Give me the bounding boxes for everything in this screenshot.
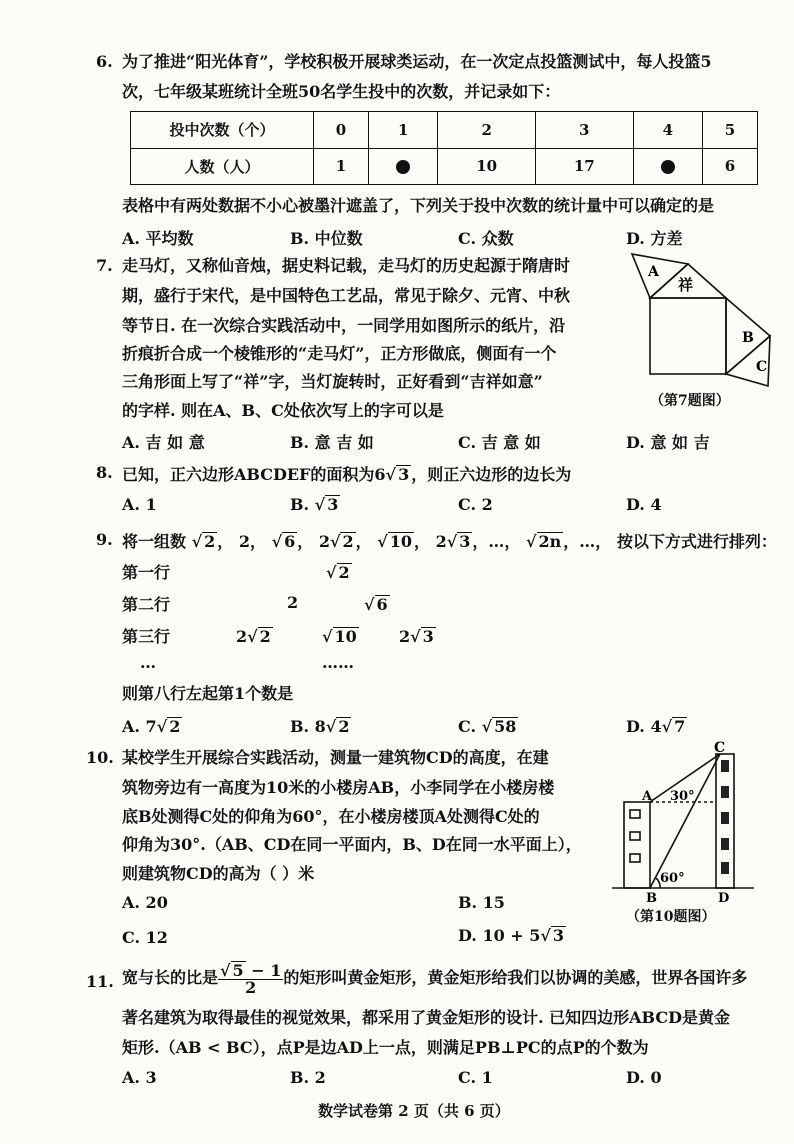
q7-option-a[interactable]: A. 吉 如 意 [122, 433, 205, 452]
q10-option-d[interactable]: D. 10 + 5√ 3 [458, 926, 565, 945]
q8-option-d[interactable]: D. 4 [626, 495, 662, 514]
fig10-label-d: D [718, 891, 730, 905]
q7-option-b[interactable]: B. 意 吉 如 [290, 433, 374, 452]
fig7-label-c: C [756, 359, 768, 375]
q9-row1-item: √ 2 [326, 563, 350, 582]
q11-line3: 矩形.（AB < BC），点P是边AD上一点，则满足PB⊥PC的点P的个数为 [122, 1038, 649, 1057]
q7-number: 7. [96, 256, 113, 275]
q9-row3-label: 第三行 [122, 627, 171, 646]
q11-line1: 宽与长的比是 $\frac{√ 5 - 1}{2}$ 的矩形叫黄金矩形，黄金矩形给我们以协调的美感，世界各国许多 [122, 961, 748, 997]
q8-option-b[interactable]: B. √ 3 [290, 495, 339, 514]
q8-radicand: 3 [398, 465, 410, 484]
q9-stem: 将一组数 √ 2 ， 2， √ 6 ， 2√ 2 ， √ 10 ， 2√ 3 ，…， √ 2n ，…， 按以下方式进行排列： [122, 532, 777, 551]
q9-number: 9. [96, 530, 113, 549]
q7-option-d[interactable]: D. 意 如 吉 [626, 433, 710, 452]
table-cell: 2 [438, 112, 536, 149]
table-cell: 人数（人） [131, 148, 314, 185]
q10-option-a[interactable]: A. 20 [122, 893, 168, 912]
page-footer: 数学试卷第 2 页（共 6 页） [318, 1102, 510, 1120]
q10-line: 仰角为30°.（AB、CD在同一平面内，B、D在同一水平面上）， [122, 835, 582, 854]
q10-figure [608, 740, 758, 905]
ink-blot-cell [633, 148, 702, 185]
q10-line: 底B处测得C处的仰角为60°，在小楼房楼顶A处测得C处的 [122, 807, 540, 826]
q6-option-b[interactable]: B. 中位数 [290, 229, 363, 248]
table-cell: 3 [535, 112, 633, 149]
q6-table [130, 111, 758, 185]
q6-option-a[interactable]: A. 平均数 [122, 229, 194, 248]
q8-text-after: ，则正六边形的边长为 [411, 465, 572, 484]
fig7-label-xiang: 祥 [678, 276, 694, 294]
q9-seq-item: √ 2n [525, 532, 562, 551]
q9-option-d[interactable]: D. 4√ 7 [626, 717, 686, 736]
fig10-angle-60: 60° [660, 871, 685, 886]
fig10-angle-30: 30° [670, 789, 695, 804]
table-cell: 4 [633, 112, 702, 149]
q9-row2-item: √ 6 [364, 595, 388, 614]
table-cell: 1 [314, 148, 369, 185]
q11-option-d[interactable]: D. 0 [626, 1068, 662, 1087]
q6-stem-line3: 表格中有两处数据不小心被墨汁遮盖了，下列关于投中次数的统计量中可以确定的是 [122, 196, 715, 215]
q9-seq-item: 2√ 2 [318, 532, 354, 551]
q9-option-b[interactable]: B. 8√ 2 [290, 717, 350, 736]
q6-stem-line1: 为了推进“阳光体育”，学校积极开展球类运动，在一次定点投篮测试中，每人投篮5 [122, 52, 712, 71]
q8-number: 8. [96, 463, 113, 482]
table-row [131, 112, 758, 149]
fig10-label-a: A [642, 789, 653, 804]
q9-seq-item: √ 10 [377, 532, 412, 551]
q9-seq-item: √ 2 [191, 532, 216, 551]
q11-option-c[interactable]: C. 1 [458, 1068, 493, 1087]
fig7-label-b: B [742, 330, 754, 346]
table-cell: 5 [703, 112, 758, 149]
q7-line: 走马灯，又称仙音烛，据史料记载，走马灯的历史起源于隋唐时 [122, 256, 571, 275]
q10-line: 某校学生开展综合实践活动，测量一建筑物CD的高度，在建 [122, 748, 549, 767]
q10-line: 则建筑物CD的高为（ ）米 [122, 864, 315, 883]
q7-line: 三角形面上写了“祥”字，当灯旋转时，正好看到“吉祥如意” [122, 372, 543, 391]
q6-stem-line2: 次，七年级某班统计全班50名学生投中的次数，并记录如下： [122, 82, 561, 101]
table-cell: 1 [368, 112, 437, 149]
q8-option-c[interactable]: C. 2 [458, 495, 493, 514]
q6-option-d[interactable]: D. 方差 [626, 229, 683, 248]
table-cell: 0 [314, 112, 369, 149]
table-row [131, 148, 758, 185]
table-cell: 17 [535, 148, 633, 185]
q9-dots-mid: …… [322, 653, 354, 672]
q9-row3-item: √ 10 [322, 627, 357, 646]
q11-option-b[interactable]: B. 2 [290, 1068, 326, 1087]
fig7-label-a: A [648, 264, 659, 280]
q7-line: 期，盛行于宋代，是中国特色工艺品，常见于除夕、元宵、中秋 [122, 286, 571, 305]
q9-row3-item: 2√ 2 [236, 627, 271, 646]
q7-option-c[interactable]: C. 吉 意 如 [458, 433, 541, 452]
table-cell: 6 [703, 148, 758, 185]
q9-row2-label: 第二行 [122, 595, 171, 614]
fig10-label-b: B [646, 891, 657, 905]
q10-option-c[interactable]: C. 12 [122, 928, 168, 947]
q10-figure-caption: （第10题图） [626, 909, 716, 925]
q10-number: 10. [86, 748, 114, 767]
fig10-label-c: C [714, 740, 726, 756]
q11-fraction: $\frac{√ 5 - 1}{2}$ [220, 961, 282, 997]
q7-line: 的字样. 则在A、B、C处依次写上的字可以是 [122, 401, 444, 420]
q8-stem: 已知，正六边形ABCDEF的面积为6√ 3 ，则正六边形的边长为 [122, 465, 572, 484]
table-cell: 10 [438, 148, 536, 185]
q10-option-b[interactable]: B. 15 [458, 893, 505, 912]
q9-row2-item: 2 [287, 593, 299, 612]
q6-option-c[interactable]: C. 众数 [458, 229, 514, 248]
ink-blot-icon [396, 160, 410, 174]
table-cell: 投中次数（个） [131, 112, 314, 149]
q7-line: 等节日. 在一次综合实践活动中，一同学用如图所示的纸片，沿 [122, 316, 566, 335]
q7-figure-caption: （第7题图） [650, 393, 730, 409]
ink-blot-icon [661, 160, 675, 174]
q9-row3-item: 2√ 3 [399, 627, 434, 646]
q10-line: 筑物旁边有一高度为10米的小楼房AB，小李同学在小楼房楼 [122, 778, 555, 797]
q9-row1-label: 第一行 [122, 563, 171, 582]
q7-line: 折痕折合成一个棱锥形的“走马灯”，正方形做底，侧面有一个 [122, 344, 557, 363]
q11-number: 11. [86, 972, 114, 991]
q9-dots-left: … [140, 653, 156, 672]
ink-blot-cell [368, 148, 437, 185]
q8-option-a[interactable]: A. 1 [122, 495, 157, 514]
q9-seq-item: 2√ 3 [435, 532, 471, 551]
q9-seq-item: √ 6 [271, 532, 296, 551]
q9-seq-item: 2 [238, 532, 250, 551]
q9-option-c[interactable]: C. √ 58 [458, 717, 517, 736]
q11-line2: 著名建筑为取得最佳的视觉效果，都采用了黄金矩形的设计. 已知四边形ABCD是黄金 [122, 1008, 730, 1027]
q9-option-a[interactable]: A. 7√ 2 [122, 717, 181, 736]
q8-text-before: 已知，正六边形ABCDEF的面积为6 [122, 465, 386, 484]
q9-question: 则第八行左起第1个数是 [122, 684, 294, 703]
q11-option-a[interactable]: A. 3 [122, 1068, 157, 1087]
q6-number: 6. [96, 52, 113, 71]
